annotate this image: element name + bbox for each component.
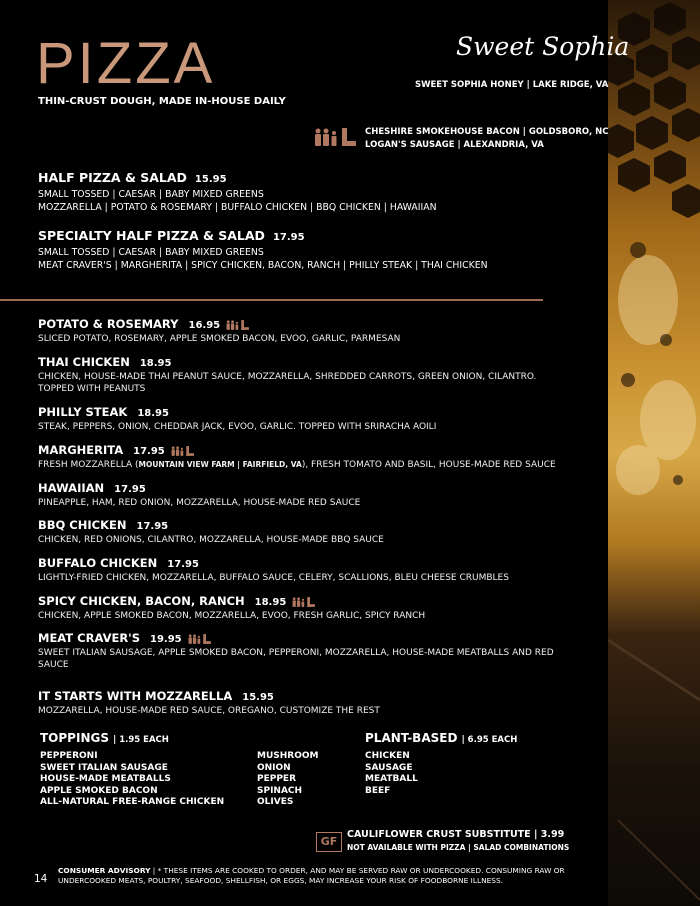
- page-subtitle: THIN-CRUST DOUGH, MADE IN-HOUSE DAILY: [38, 96, 286, 107]
- local-icon: [186, 633, 214, 645]
- menu-item: [38, 443, 598, 471]
- item-price: 17.95: [114, 484, 146, 495]
- item-price: 18.95: [139, 358, 172, 369]
- half-pizza-section: [38, 170, 437, 214]
- honeycomb-photo: [608, 0, 700, 906]
- menu-item: [38, 689, 578, 717]
- local-icon: [169, 445, 197, 457]
- item-description: CHICKEN, HOUSE-MADE THAI PEANUT SAUCE, MOZZARELLA, SHREDDED CARROTS, GREEN ONION, CILANTRO. TOPPED WITH PEANUTS: [38, 372, 537, 394]
- menu-item: [38, 317, 578, 345]
- item-description: LIGHTLY-FRIED CHICKEN, MOZZARELLA, BUFFALO SAUCE, CELERY, SCALLIONS, BLEU CHEESE CRUMBLES: [38, 573, 509, 583]
- item-description: [38, 459, 598, 471]
- item-price: 17.95: [133, 446, 165, 457]
- local-icon: [290, 596, 318, 608]
- sweet-sophia-logo: Sweet Sophia: [456, 32, 630, 61]
- list-item: ONION: [257, 762, 291, 773]
- menu-item: [38, 518, 578, 546]
- toppings-price: | 1.95 EACH: [113, 735, 169, 745]
- local-line-2: LOGAN'S SAUSAGE | ALEXANDRIA, VA: [365, 140, 544, 150]
- local-line-1: CHESHIRE SMOKEHOUSE BACON | GOLDSBORO, NC: [365, 127, 609, 137]
- plant-based-list: [365, 751, 418, 797]
- list-item: SPINACH: [257, 785, 303, 796]
- list-item: PEPPERONI: [40, 751, 98, 761]
- section-divider: [0, 299, 543, 301]
- half-pizza-options: MOZZARELLA | POTATO & ROSEMARY | BUFFALO CHICKEN | BBQ CHICKEN | HAWAIIAN: [38, 202, 437, 213]
- list-item: MEATBALL: [365, 774, 418, 784]
- item-price: 19.95: [149, 634, 182, 645]
- item-price: 18.95: [254, 597, 287, 608]
- list-item: BEEF: [365, 785, 391, 796]
- toppings-list-veg: [257, 751, 318, 809]
- specialty-half-section: [38, 228, 488, 272]
- half-pizza-title: [38, 170, 437, 185]
- menu-item: [38, 405, 578, 433]
- item-name: MARGHERITA: [38, 443, 124, 457]
- list-item: MUSHROOM: [257, 751, 319, 761]
- specialty-half-price: 17.95: [272, 232, 305, 243]
- gluten-free-icon: GF: [316, 832, 342, 852]
- item-description: SWEET ITALIAN SAUSAGE, APPLE SMOKED BACON, PEPPERONI, MOZZARELLA, HOUSE-MADE MEATBALLS AND RED SAUCE: [38, 648, 554, 670]
- list-item: SAUSAGE: [365, 762, 413, 773]
- cauliflower-crust-title: CAULIFLOWER CRUST SUBSTITUTE | 3.99: [347, 829, 565, 840]
- list-item: ALL-NATURAL FREE-RANGE CHICKEN: [40, 797, 225, 807]
- item-name: MEAT CRAVER'S: [38, 631, 140, 645]
- item-description: SLICED POTATO, ROSEMARY, APPLE SMOKED BACON, EVOO, GARLIC, PARMESAN: [38, 334, 401, 344]
- item-description-part: ), FRESH TOMATO AND BASIL, HOUSE-MADE RED SAUCE: [301, 460, 556, 470]
- toppings-label: TOPPINGS: [40, 731, 109, 745]
- farm-source: MOUNTAIN VIEW FARM | FAIRFIELD, VA: [138, 460, 302, 469]
- item-price: 18.95: [137, 408, 169, 419]
- item-price: 15.95: [242, 692, 274, 703]
- item-description: MOZZARELLA, HOUSE-MADE RED SAUCE, OREGANO, CUSTOMIZE THE REST: [38, 706, 380, 716]
- local-icon: [313, 126, 359, 152]
- list-item: HOUSE-MADE MEATBALLS: [40, 774, 171, 784]
- specialty-half-salads: SMALL TOSSED | CAESAR | BABY MIXED GREENS: [38, 247, 264, 258]
- local-sourcing-note: [365, 126, 608, 152]
- page-title: PIZZA: [36, 31, 216, 96]
- list-item: CHICKEN: [365, 751, 410, 761]
- cauliflower-crust-note: NOT AVAILABLE WITH PIZZA | SALAD COMBINATIONS: [347, 843, 570, 852]
- toppings-title: [40, 731, 169, 745]
- item-price: 17.95: [136, 521, 169, 532]
- list-item: PEPPER: [257, 774, 297, 784]
- menu-item: [38, 631, 558, 671]
- menu-item: [38, 355, 563, 395]
- logo-caption: SWEET SOPHIA HONEY | LAKE RIDGE, VA: [415, 80, 609, 90]
- item-description-part: FRESH MOZZARELLA (: [38, 460, 139, 470]
- consumer-advisory: [58, 866, 578, 886]
- item-description: CHICKEN, RED ONIONS, CILANTRO, MOZZARELLA, HOUSE-MADE BBQ SAUCE: [38, 535, 384, 545]
- item-description: STEAK, PEPPERS, ONION, CHEDDAR JACK, EVOO, GARLIC. TOPPED WITH SRIRACHA AOILI: [38, 422, 437, 432]
- menu-item: [38, 481, 578, 509]
- plant-based-label: PLANT-BASED: [365, 731, 458, 745]
- advisory-text: | * THESE ITEMS ARE COOKED TO ORDER, AND MAY BE SERVED RAW OR UNDERCOOKED. CONSUMING RAW OR UNDERCOOKED MEATS, POULTRY, SEAFOOD, SHELLFISH, OR EGGS, MAY INCREASE YOUR RISK OF FOODBORNE ILLNESS.: [58, 866, 565, 885]
- list-item: OLIVES: [257, 797, 294, 807]
- list-item: APPLE SMOKED BACON: [40, 785, 158, 796]
- item-price: 17.95: [167, 559, 199, 570]
- toppings-list-meat: [40, 751, 224, 809]
- list-item: SWEET ITALIAN SAUSAGE: [40, 762, 168, 773]
- item-name: PHILLY STEAK: [38, 405, 128, 419]
- item-name: BBQ CHICKEN: [38, 518, 127, 532]
- plant-based-price: | 6.95 EACH: [461, 735, 518, 745]
- advisory-label: CONSUMER ADVISORY: [58, 866, 151, 875]
- item-description: PINEAPPLE, HAM, RED ONION, MOZZARELLA, HOUSE-MADE RED SAUCE: [38, 498, 361, 508]
- page-number: 14: [34, 873, 48, 885]
- half-pizza-name: HALF PIZZA & SALAD: [38, 170, 187, 185]
- specialty-half-name: SPECIALTY HALF PIZZA & SALAD: [38, 228, 265, 243]
- item-price: 16.95: [188, 320, 221, 331]
- item-description: CHICKEN, APPLE SMOKED BACON, MOZZARELLA, EVOO, FRESH GARLIC, SPICY RANCH: [38, 611, 426, 621]
- item-name: POTATO & ROSEMARY: [38, 317, 179, 331]
- item-name: IT STARTS WITH MOZZARELLA: [38, 689, 233, 703]
- half-pizza-price: 15.95: [194, 174, 227, 185]
- menu-item: [38, 594, 578, 622]
- item-name: SPICY CHICKEN, BACON, RANCH: [38, 594, 245, 608]
- item-name: BUFFALO CHICKEN: [38, 556, 158, 570]
- specialty-half-options: MEAT CRAVER'S | MARGHERITA | SPICY CHICKEN, BACON, RANCH | PHILLY STEAK | THAI CHICKEN: [38, 260, 488, 271]
- half-pizza-salads: SMALL TOSSED | CAESAR | BABY MIXED GREENS: [38, 189, 264, 200]
- specialty-half-title: [38, 228, 488, 243]
- item-name: THAI CHICKEN: [38, 355, 130, 369]
- plant-based-title: [365, 731, 517, 745]
- local-icon: [224, 319, 252, 331]
- menu-item: [38, 556, 578, 584]
- item-name: HAWAIIAN: [38, 481, 105, 495]
